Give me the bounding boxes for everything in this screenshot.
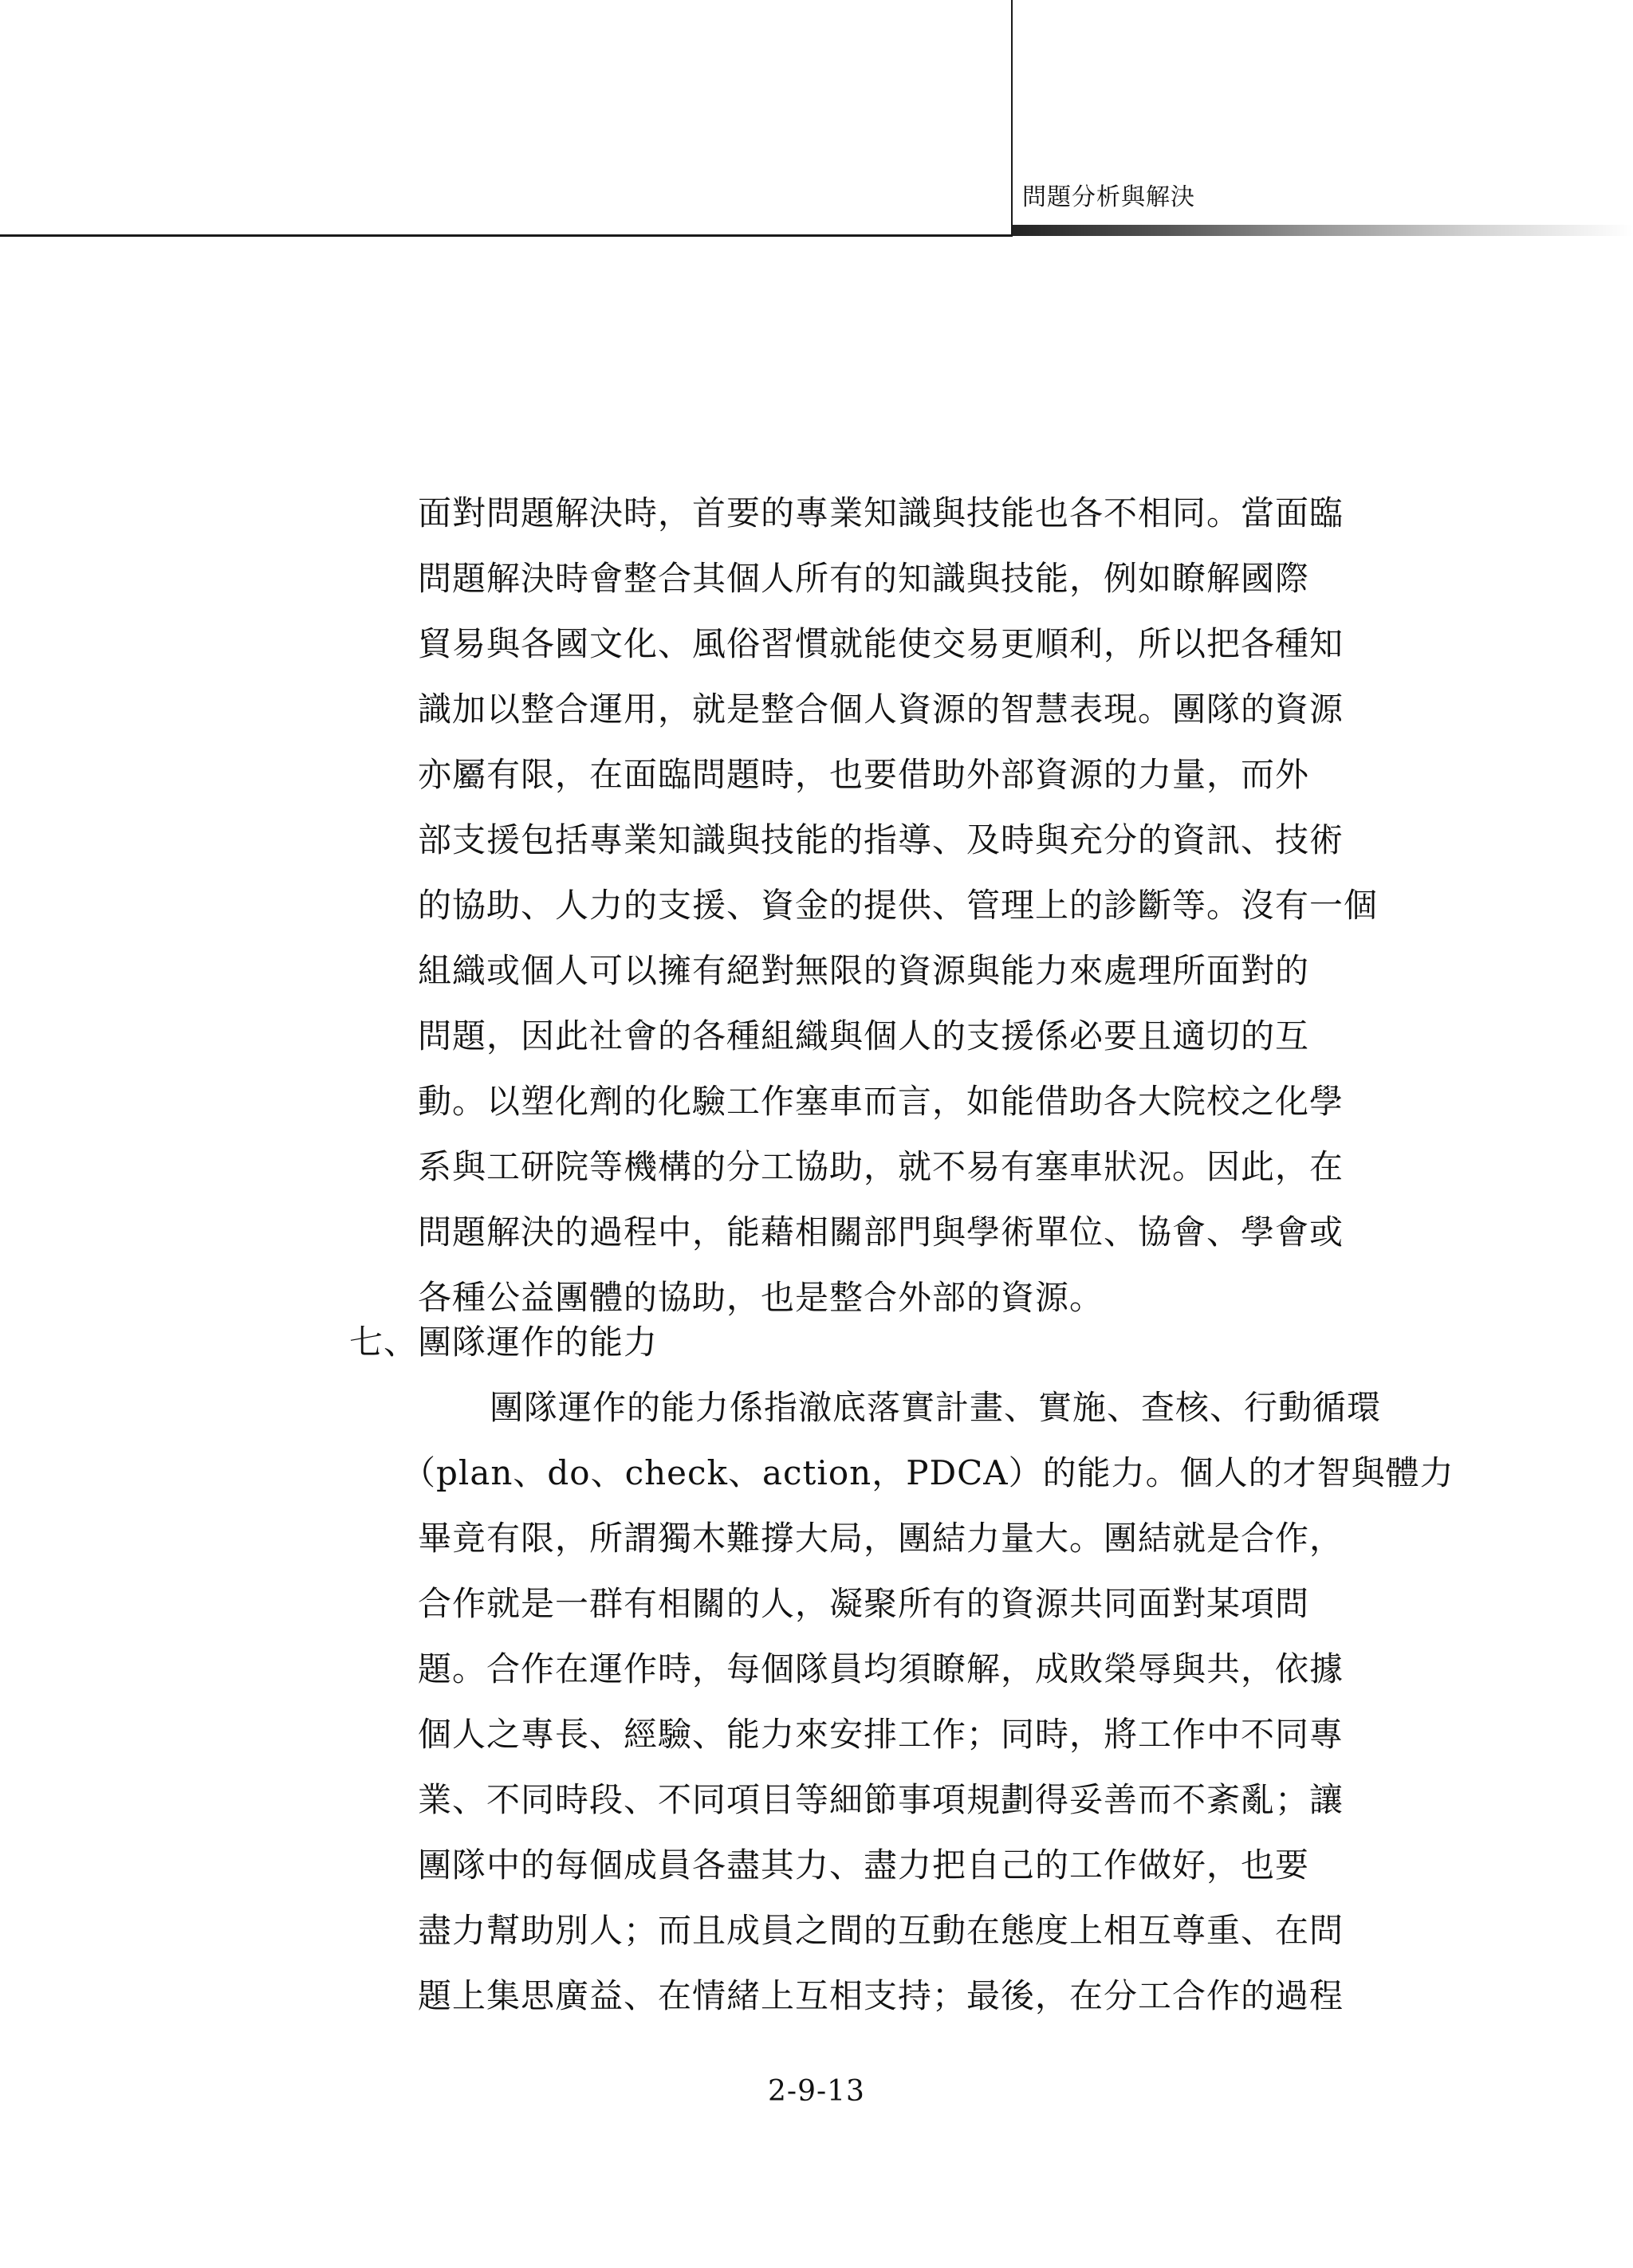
paragraph-2-line: 團隊運作的能力係指澈底落實計畫、實施、查核、行動循環 bbox=[490, 1388, 1382, 1427]
paragraph-2-line: 合作就是一群有相關的人，凝聚所有的資源共同面對某項問 bbox=[418, 1584, 1310, 1623]
paragraph-1-line: 動。以塑化劑的化驗工作塞車而言，如能借助各大院校之化學 bbox=[418, 1082, 1344, 1121]
running-head: 問題分析與解決 bbox=[1022, 183, 1195, 211]
paragraph-1-line: 的協助、人力的支援、資金的提供、管理上的診斷等。沒有一個 bbox=[418, 886, 1379, 925]
page-number: 2-9-13 bbox=[768, 2075, 865, 2108]
header-vertical-rule bbox=[1011, 0, 1013, 236]
paragraph-2-line: 畢竟有限，所謂獨木難撐大局，團結力量大。團結就是合作， bbox=[418, 1519, 1344, 1558]
paragraph-2-line: 業、不同時段、不同項目等細節事項規劃得妥善而不紊亂；讓 bbox=[418, 1780, 1344, 1819]
paragraph-1-line: 系與工研院等機構的分工協助，就不易有塞車狀況。因此，在 bbox=[418, 1147, 1344, 1186]
paragraph-1-line: 組織或個人可以擁有絕對無限的資源與能力來處理所面對的 bbox=[418, 951, 1310, 990]
paragraph-1-line: 問題，因此社會的各種組織與個人的支援係必要且適切的互 bbox=[418, 1016, 1310, 1055]
paragraph-1-line: 問題解決時會整合其個人所有的知識與技能，例如瞭解國際 bbox=[418, 559, 1310, 598]
paragraph-1-line: 部支援包括專業知識與技能的指導、及時與充分的資訊、技術 bbox=[418, 820, 1344, 859]
header-gradient-bar bbox=[1013, 225, 1633, 236]
paragraph-1-line: 面對問題解決時，首要的專業知識與技能也各不相同。當面臨 bbox=[418, 493, 1344, 533]
paragraph-1-line: 識加以整合運用，就是整合個人資源的智慧表現。團隊的資源 bbox=[418, 690, 1344, 729]
paragraph-2-line: 團隊中的每個成員各盡其力、盡力把自己的工作做好，也要 bbox=[418, 1845, 1310, 1885]
paragraph-1-line: 問題解決的過程中，能藉相關部門與學術單位、協會、學會或 bbox=[418, 1213, 1344, 1252]
paragraph-1-line: 亦屬有限，在面臨問題時，也要借助外部資源的力量，而外 bbox=[418, 755, 1310, 794]
paragraph-2-line: 題上集思廣益、在情緒上互相支持；最後，在分工合作的過程 bbox=[418, 1976, 1344, 2015]
paragraph-2-line: 題。合作在運作時，每個隊員均須瞭解，成敗榮辱與共，依據 bbox=[418, 1649, 1344, 1688]
header-rule bbox=[0, 234, 1013, 237]
paragraph-2-line: （plan、do、check、action，PDCA）的能力。個人的才智與體力 bbox=[402, 1453, 1454, 1492]
paragraph-1-line: 貿易與各國文化、風俗習慣就能使交易更順利，所以把各種知 bbox=[418, 624, 1344, 663]
section-heading: 七、團隊運作的能力 bbox=[349, 1323, 659, 1362]
paragraph-2-line: 個人之專長、經驗、能力來安排工作；同時，將工作中不同專 bbox=[418, 1715, 1344, 1754]
paragraph-1-line: 各種公益團體的協助，也是整合外部的資源。 bbox=[418, 1278, 1104, 1317]
paragraph-2-line: 盡力幫助別人；而且成員之間的互動在態度上相互尊重、在問 bbox=[418, 1911, 1344, 1950]
